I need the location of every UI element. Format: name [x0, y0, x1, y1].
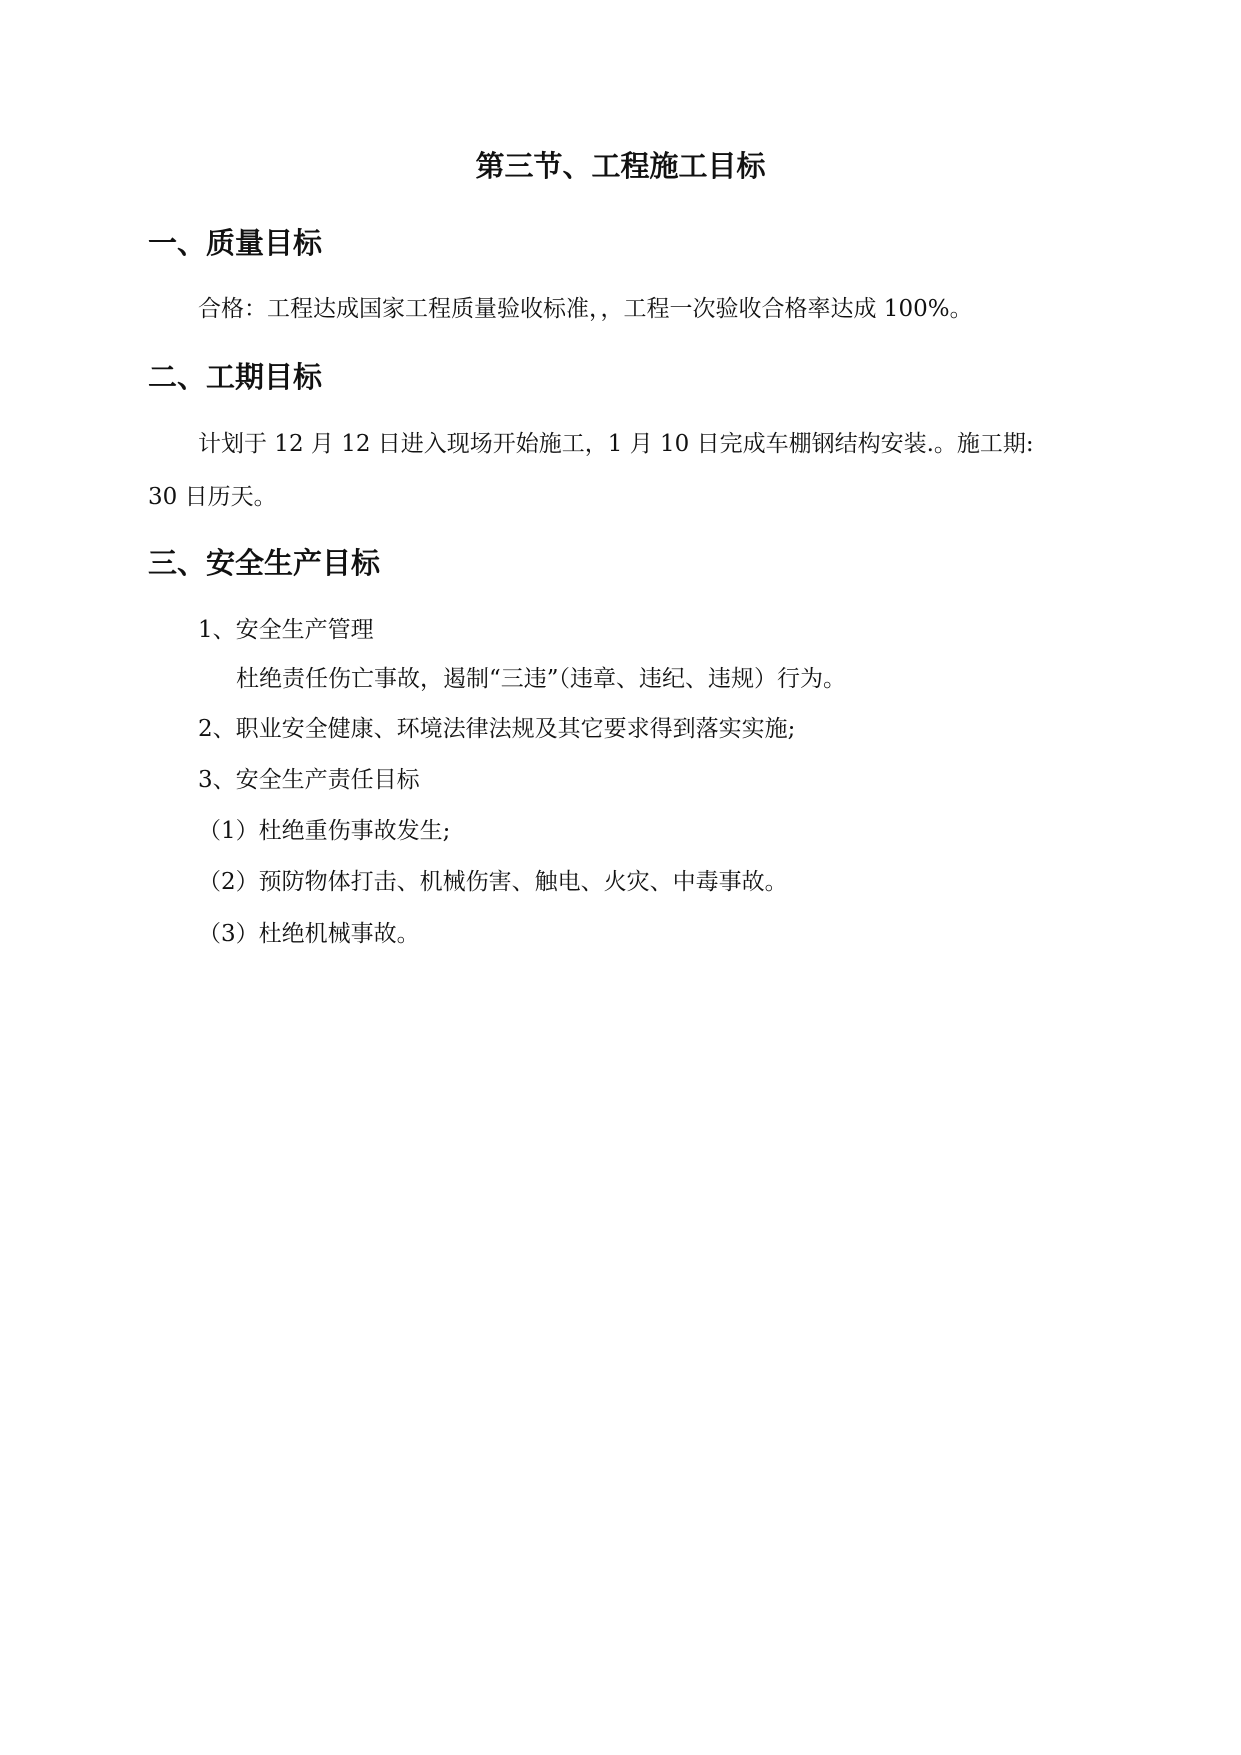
schedule-paragraph-line-2: 30 日历天。 [148, 484, 277, 510]
safety-subitem-1: （1）杜绝重伤事故发生; [198, 818, 451, 844]
page-title: 第三节、工程施工目标 [475, 149, 766, 183]
safety-item-2: 2、职业安全健康、环境法律法规及其它要求得到落实实施; [198, 716, 796, 742]
safety-subitem-2: （2）预防物体打击、机械伤害、触电、火灾、中毒事故。 [198, 869, 788, 895]
safety-subitem-3: （3）杜绝机械事故。 [198, 921, 420, 947]
section-heading-quality: 一、质量目标 [148, 226, 323, 260]
section-heading-safety: 三、安全生产目标 [148, 546, 381, 580]
safety-item-3: 3、安全生产责任目标 [198, 767, 420, 793]
section-heading-schedule: 二、工期目标 [148, 360, 323, 394]
schedule-paragraph-line-1: 计划于 12 月 12 日进入现场开始施工，1 月 10 日完成车棚钢结构安装.。施工期: [198, 431, 1034, 457]
safety-item-1: 1、安全生产管理 [198, 617, 374, 643]
safety-item-1-detail: 杜绝责任伤亡事故，遏制“三违”（违章、违纪、违规）行为。 [236, 666, 847, 692]
quality-paragraph: 合格：工程达成国家工程质量验收标准，，工程一次验收合格率达成 100%。 [198, 296, 973, 322]
